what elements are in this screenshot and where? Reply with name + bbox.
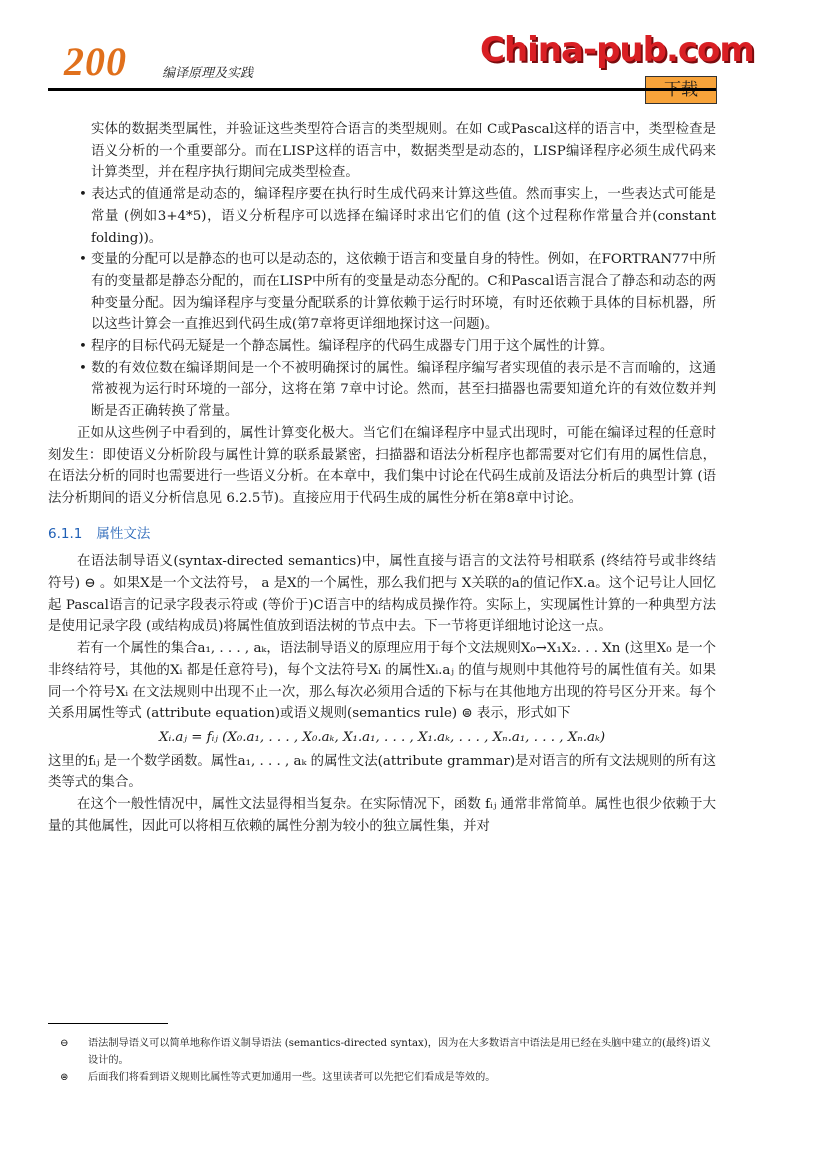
bullet-dot-icon: •	[79, 339, 87, 355]
footnote-text: 语法制导语义可以简单地称作语义制导语法 (semantics-directed syntax)，因为在大多数语言中语法是用已经在头脑中建立的(最终)语义设计的。	[88, 1038, 711, 1066]
bullet-item	[48, 336, 716, 358]
footnote	[48, 1035, 716, 1069]
bullet-text: 变量的分配可以是静态的也可以是动态的，这依赖于语言和变量自身的特性。例如，在FORTRAN77中所有的变量都是静态分配的，而在LISP中所有的变量是动态分配的。C和Pascal语言混合了静态和动态的两种变量分配。因为编译程序与变量分配联系的计算依赖于运行时环境，有时还依赖于具体的目标机器，所以这些计算会一直推迟到代码生成(第7章将更详细地探讨这一问题)。	[91, 252, 716, 333]
syntax-directed-paragraph: 在语法制导语义(syntax-directed semantics)中，属性直接与语言的文法符号相联系 (终结符号或非终结符号) ⊖ 。如果X是一个文法符号， a 是X的一个属性，那么我们把与 X关联的a的值记作X.a。这个记号让人回忆起 Pascal语言的记录字段表示符或 (等价于)C语言中的结构成员操作符。实际上，实现属性计算的一种典型方法是使用记录字段 (或结构成员)将属性值放到语法树的节点中去。下一节将更详细地讨论这一点。	[48, 554, 716, 635]
bullet-dot-icon: •	[79, 187, 87, 203]
footnotes	[48, 1035, 716, 1086]
header-rule	[48, 88, 716, 91]
china-pub-logo: China-pub.com	[480, 30, 754, 70]
footnote-mark: ⊖	[60, 1038, 69, 1049]
fij-paragraph: 这里的fᵢⱼ 是一个数学函数。属性a₁, . . . , aₖ 的属性文法(attribute grammar)是对语言的所有文法规则的所有这类等式的集合。	[48, 753, 716, 791]
running-title: 编译原理及实践	[162, 66, 254, 81]
footnote-mark: ⊜	[60, 1072, 69, 1083]
bullet-text: 数的有效位数在编译期间是一个不被明确探讨的属性。编译程序编写者实现值的表示是不言而喻的，这通常被视为运行时环境的一部分，这将在第 7章中讨论。然而，甚至扫描器也需要知道允许的有效位数并判断是否正确转换了常量。	[91, 360, 716, 420]
section-number: 6.1.1	[48, 525, 83, 542]
bullet-item	[48, 249, 716, 336]
bullet-item	[48, 184, 716, 249]
footnote	[48, 1069, 716, 1086]
bullet-dot-icon: •	[79, 360, 87, 376]
attribute-set-paragraph: 若有一个属性的集合a₁, . . . , aₖ，语法制导语义的原理应用于每个文法规则X₀→X₁X₂. . . Xn (这里X₀ 是一个非终结符号，其他的Xᵢ 都是任意符号)，每个文法符号Xᵢ 的属性Xᵢ.aⱼ 的值与规则中其他符号的属性值有关。如果同一个符号Xᵢ 在文法规则中出现不止一次，那么每次必须用合适的下标与在其他地方出现的符号区分开来。每个关系用属性等式 (attribute equation)或语义规则(semantics rule) ⊜ 表示，形式如下	[48, 641, 716, 722]
summary-paragraph: 正如从这些例子中看到的，属性计算变化极大。当它们在编译程序中显式出现时，可能在编译过程的任意时刻发生：即使语义分析阶段与属性计算的联系最紧密，扫描器和语法分析程序也都需要对它们有用的属性信息，在语法分析的同时也需要进行一些语义分析。在本章中，我们集中讨论在代码生成前及语法分析后的典型计算 (语法分析期间的语义分析信息见 6.2.5节)。直接应用于代码生成的属性分析在第8章中讨论。	[48, 425, 716, 506]
intro-continuation: 实体的数据类型属性，并验证这些类型符合语言的类型规则。在如 C或Pascal这样的语言中，类型检查是语义分析的一个重要部分。而在LISP这样的语言中，数据类型是动态的，LISP编译程序必须生成代码来计算类型，并在程序执行期间完成类型检查。	[91, 122, 716, 181]
bullet-text: 表达式的值通常是动态的，编译程序要在执行时生成代码来计算这些值。然而事实上，一些表达式可能是常量 (例如3+4*5)，语义分析程序可以选择在编译时求出它们的值 (这个过程称作常量合并(constant folding))。	[91, 187, 716, 246]
footnote-text: 后面我们将看到语义规则比属性等式更加通用一些。这里读者可以先把它们看成是等效的。	[88, 1072, 496, 1083]
bullet-dot-icon: •	[79, 252, 87, 268]
page-body	[48, 119, 716, 838]
footnote-rule	[48, 1023, 168, 1024]
section-heading	[48, 524, 716, 546]
bullet-item	[48, 358, 716, 423]
section-title: 属性文法	[96, 525, 151, 542]
bullet-text: 程序的目标代码无疑是一个静态属性。编译程序的代码生成器专门用于这个属性的计算。	[91, 339, 614, 355]
general-case-paragraph: 在这个一般性情况中，属性文法显得相当复杂。在实际情况下，函数 fᵢⱼ 通常非常简单。属性也很少依赖于大量的其他属性，因此可以将相互依赖的属性分割为较小的独立属性集，并对	[48, 797, 716, 834]
page-number: 200	[64, 39, 127, 84]
attribute-equation: Xᵢ.aⱼ = fᵢⱼ (X₀.a₁, . . . , X₀.aₖ, X₁.a₁, . . . , X₁.aₖ, . . . , Xₙ.a₁, . . . , Xₙ.aₖ)	[158, 729, 606, 745]
